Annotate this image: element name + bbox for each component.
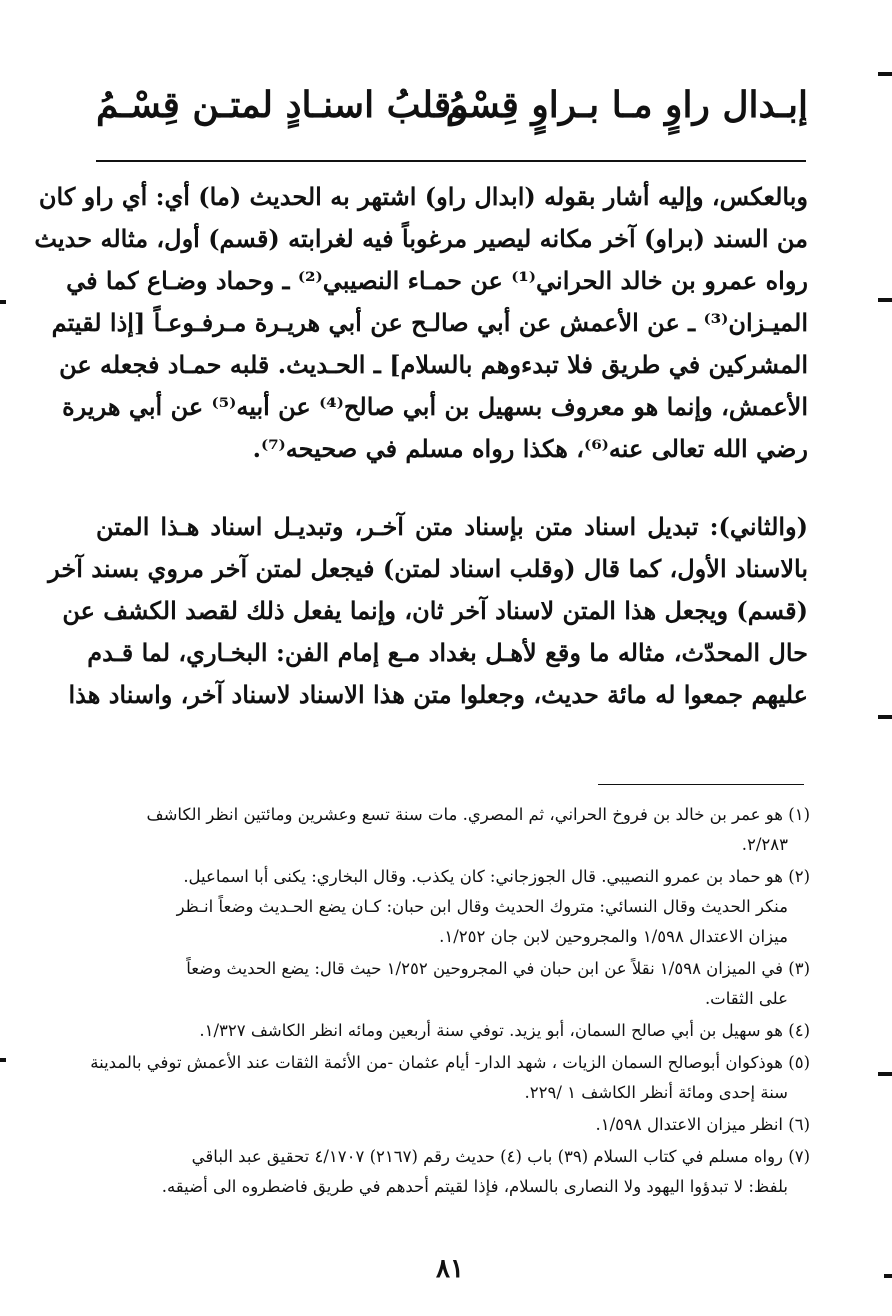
- text-line: المشركين في طريق فلا تبدءوهم بالسلام] ـ الحـديث. قلبه حمـاد فجعله عن: [59, 350, 808, 379]
- text-line: الأعمش، وإنما هو معروف بسهيل بن أبي صالح⁽⁴⁾ عن أبيه⁽⁵⁾ عن أبي هريرة: [62, 392, 808, 421]
- footnote-line: (٥) هوذكوان أبوصالح السمان الزيات ، شهد الدار- أيام عثمان -من الأئمة الثقات عند الأعمش توفي بالمدينة: [90, 1053, 810, 1072]
- footnote-line: (٢) هو حماد بن عمرو النصيبي. قال الجوزجاني: كان يكذب. وقال البخاري: يكنى أبا اسماعيل.: [183, 867, 810, 886]
- verse-second-hemistich: وقلبُ اسنـادٍ لمتـن قِسْـمُ: [96, 84, 469, 126]
- footnote-line: بلفظ: لا تبدؤوا اليهود ولا النصارى بالسلام، فإذا لقيتم أحدهم في طريق فاضطروه الى أضيقه.: [161, 1177, 788, 1196]
- footnote-line: ٢/٢٨٣.: [741, 835, 788, 854]
- footnotes-list: [90, 800, 810, 1204]
- text-line: من السند (براو) آخر مكانه ليصير مرغوباً فيه لغرابته (قسم) أول، مثاله حديث: [34, 224, 808, 253]
- scan-edge-mark: [878, 298, 892, 302]
- footnote-line: على الثقات.: [704, 989, 788, 1008]
- text-line: وبالعكس، وإليه أشار بقوله (ابدال راو) اشتهر به الحديث (ما) أي: أي راو كان: [38, 182, 808, 211]
- footnote-line: منكر الحديث وقال النسائي: متروك الحديث وقال ابن حبان: كـان يضع الحـديث وضعاً انـظر: [176, 897, 788, 916]
- footnote-3: [96, 954, 810, 1014]
- text-line: (قسم) ويجعل هذا المتن لاسناد آخر ثان، وإنما يفعل ذلك لقصد الكشف عن: [62, 596, 808, 625]
- footnote-line: (٣) في الميزان ١/٥٩٨ نقلاً عن ابن حبان في المجروحين ١/٢٥٢ حيث قال: يضع الحديث وضعاً: [186, 959, 810, 978]
- text-line: حال المحدّث، مثاله ما وقع لأهـل بغداد مـع إمام الفن: البخـاري، لما قـدم: [87, 638, 808, 667]
- text-line: عليهم جمعوا له مائة حديث، وجعلوا متن هذا الاسناد لاسناد آخر، واسناد هذا: [68, 680, 808, 709]
- footnote-1: [96, 800, 810, 860]
- text-line: بالاسناد الأول، كما قال (وقلب اسناد لمتن) فيجعل لمتن آخر مروي بسند آخر: [48, 554, 808, 583]
- text-line: رضي الله تعالى عنه⁽⁶⁾، هكذا رواه مسلم في صحيحه⁽⁷⁾.: [252, 434, 808, 463]
- footnote-4: [96, 1016, 810, 1046]
- footnote-line: (٧) رواه مسلم في كتاب السلام (٣٩) باب (٤) حديث رقم (٢١٦٧) ٤/١٧٠٧ تحقيق عبد الباقي: [191, 1147, 810, 1166]
- page-number: ٨١: [436, 1254, 464, 1284]
- scan-edge-mark: [0, 1058, 6, 1062]
- footnote-line: (٤) هو سهيل بن أبي صالح السمان، أبو يزيد. توفي سنة أربعين ومائه انظر الكاشف ١/٣٢٧.: [199, 1021, 810, 1040]
- footnote-2: [96, 862, 810, 952]
- footnote-6: [96, 1110, 810, 1140]
- poem-verse: [96, 84, 808, 144]
- footnote-line: (١) هو عمر بن خالد بن فروخ الحراني، ثم المصري. مات سنة تسع وعشرين ومائتين انظر الكاشف: [146, 805, 810, 824]
- footnote-line: (٦) انظر ميزان الاعتدال ١/٥٩٨.: [595, 1115, 810, 1134]
- footnote-7: [96, 1142, 810, 1202]
- text-line: رواه عمرو بن خالد الحراني⁽¹⁾ عن حمـاء النصيبي⁽²⁾ ـ وحماد وضـاع كما في: [66, 266, 808, 295]
- scan-edge-mark: [884, 1274, 892, 1278]
- scan-edge-mark: [0, 300, 6, 304]
- commentary-paragraph-2: [48, 506, 808, 716]
- footnote-5: [90, 1048, 810, 1108]
- footnote-line: ميزان الاعتدال ١/٥٩٨ والمجروحين لابن جان ١/٢٥٢.: [439, 927, 788, 946]
- scan-edge-mark: [878, 1072, 892, 1076]
- footnote-separator-rule: [598, 784, 804, 785]
- footnote-line: سنة إحدى ومائة أنظر الكاشف ١ /٢٢٩.: [524, 1083, 788, 1102]
- text-line: الميـزان⁽³⁾ ـ عن الأعمش عن أبي صالـح عن أبي هريـرة مـرفـوعـاً [إذا لقيتم: [51, 308, 808, 337]
- commentary-paragraph-1: [34, 176, 808, 470]
- text-line: (والثاني): تبديل اسناد متن بإسناد متن آخـر، وتبديـل اسناد هـذا المتن: [96, 512, 808, 541]
- scan-edge-mark: [878, 72, 892, 76]
- verse-first-hemistich: إبـدال راوٍ مـا بـراوٍ قِسْمُ: [445, 84, 808, 126]
- scan-edge-mark: [878, 715, 892, 719]
- verse-divider-rule: [96, 160, 806, 162]
